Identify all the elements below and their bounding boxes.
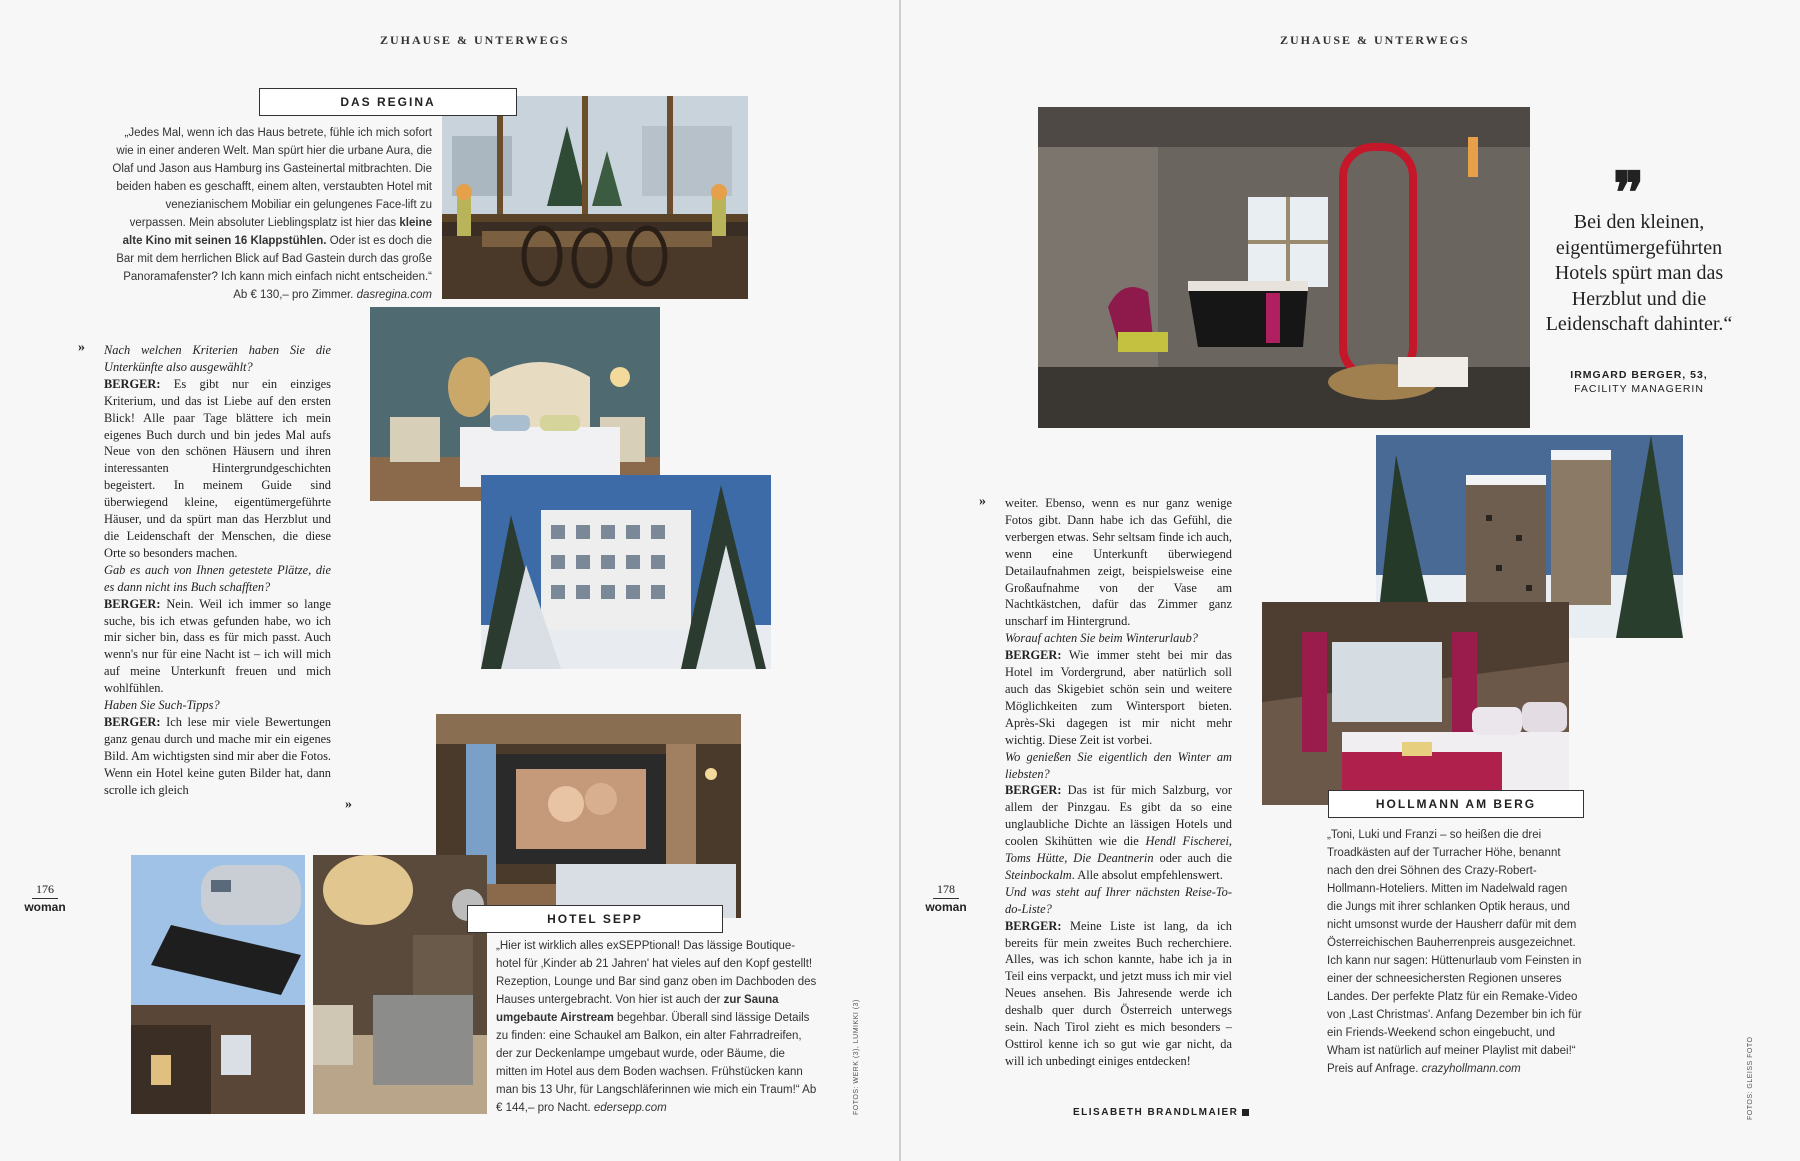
quote-role: FACILITY MANAGERIN	[1574, 383, 1704, 395]
regina-text-part: Oder ist es doch die Bar mit dem herrlichen Blick auf Bad Gastein durch das große Panoramafenster? Ich kann mich einfach nicht entscheiden.“ Ab € 130,– pro Zimmer.	[116, 235, 432, 301]
sepp-text-part: „Hier ist wirklich alles exSEPPtional! Das lässige Boutique-hotel für ‚Kinder ab 21 Jahren' hat vieles auf den Kopf gestellt! Rezeption, Lounge und Bar sind ganz oben im Dachboden des Hauses untergebracht. Von hier ist auch der	[496, 940, 817, 1006]
hollmann-bedroom-photo	[1262, 602, 1569, 805]
answer: Meine Liste ist lang, da ich bereits für mein zweites Buch recherchiere. Alles, was ich schon kannte, habe ich ja in Teil eins verpackt, und jetzt muss ich mir viel Neues ansehen. Bis Jahresende werde ich deshalb quer durch Österreich unterwegs sein. Nach Tirol zieht es mich besonders – Osttirol kenne ich so gut wie gar nicht, da will ich unbedingt einiges entdecken!	[1005, 918, 1232, 1068]
sepp-url: edersepp.com	[593, 1102, 667, 1114]
quote-name: IRMGARD BERGER, 53,	[1570, 369, 1708, 381]
section-header: ZUHAUSE & UNTERWEGS	[380, 33, 570, 47]
speaker: BERGER:	[104, 596, 161, 611]
question: Wo genießen Sie eigentlich den Winter am liebsten?	[1005, 749, 1232, 781]
left-page	[0, 0, 899, 1161]
right-page	[901, 0, 1800, 1161]
answer: Wie immer steht bei mir das Hotel im Vordergrund, aber natürlich soll auch das Skigebiet schön sein und weitere Möglichkeiten zum Wintersport bieten. Après-Ski dagegen ist mir nicht mehr wichtig. Diese Zeit ist vorbei.	[1005, 648, 1232, 747]
regina-text	[112, 124, 432, 304]
page-number: 178	[933, 882, 959, 899]
separator: oder auch die	[1153, 851, 1232, 866]
speaker: BERGER:	[1005, 648, 1062, 663]
section-header: ZUHAUSE & UNTERWEGS	[1280, 33, 1470, 47]
hollmann-label: HOLLMANN AM BERG	[1328, 790, 1584, 818]
regina-text-part: „Jedes Mal, wenn ich das Haus betrete, fühle ich mich sofort wie in einer anderen Welt. Man spürt hier die urbane Aura, die Olaf und Jason aus Hamburg ins Gasteinertal mitbrachten. Die beiden haben es geschafft, einem alten, verstaubten Hotel mit venezianischem Mobiliar ein gelungenes Face-lift zu verpassen. Mein absoluter Lieblingsplatz ist hier das	[112, 127, 432, 229]
answer: Das ist für mich Salzburg, vor allem der Pinzgau. Es gibt da so eine unglaubliche Dichte an lässigen Hotels und coolen Skihütten wie die	[1005, 783, 1232, 849]
sepp-text	[496, 937, 818, 1117]
hut-name: Steinbockalm	[1005, 867, 1072, 882]
hollmann-text-part: „Toni, Luki und Franzi – so heißen die drei Troadkästen auf der Turracher Höhe, benannt nach den drei Söhnen des Crazy-Robert-Hollmann-Hoteliers. Mitten im Nadelwald ragen die Jungs mit ihrer schlanken Optik heraus, und nicht umsonst wurde der Hausherr dafür mit dem Österreichischen Bauherrenpreis ausgezeichnet. Ich kann nur sagen: Hüttenurlaub vom Feinsten in einer der schneesichersten Regionen unseres Landes. Der perfekte Platz für ein Remake-Video von ‚Last Christmas'. Anfang Dezember bin ich für ein Friends-Weekend schon eingebucht, und Wham ist natürlich auf meiner Playlist mit dabei!“ Preis auf Anfrage.	[1327, 829, 1582, 1075]
hut-name: Toms Hütte	[1005, 851, 1065, 866]
question: Worauf achten Sie beim Winterurlaub?	[1005, 631, 1198, 646]
sepp-text-part: begehbar. Überall sind lässige Details zu finden: eine Schaukel am Balkon, ein alter Fahrradreifen, der zur Deckenlampe umgebaut wurde, oder Bäume, die mitten im Hotel aus dem Boden wachsen. Frühstücken kann man bis 13 Uhr, für Langschläferinnen wie mich ein Traum!“ Ab € 144,– pro Nacht.	[496, 1012, 817, 1114]
regina-exterior-photo	[481, 475, 771, 669]
hut-name: Die Deantnerin	[1073, 851, 1154, 866]
author-name: ELISABETH BRANDLMAIER	[1073, 1107, 1239, 1118]
end-mark-icon	[1242, 1109, 1249, 1116]
interview-column-right	[1005, 495, 1232, 1070]
speaker: BERGER:	[1005, 783, 1062, 798]
answer: Es gibt nur ein einziges Kriterium, und das ist Liebe auf den ersten Blick! Alle paar Tage blättere ich mein eigenes Buch durch und bin jedes Mal aufs Neue von den schönen Häusern und ihren interessanten Hintergrundgeschichten begeistert. In meinem Guide sind überwiegend kleine, eigentümergeführte Häuser, und da spürt man das Herzblut und die Leidenschaft der Menschen, die diese Orte so besonders machen.	[104, 376, 331, 560]
continue-guillemet-icon: »	[345, 797, 352, 812]
regina-bedroom-photo	[370, 307, 660, 501]
photo-credit: FOTOS: GLEISS FOTO	[1747, 1036, 1754, 1120]
hut-name: Hendl Fischerei	[1145, 834, 1229, 849]
regina-label: DAS REGINA	[259, 88, 517, 116]
regina-text-bold: kleine alte Kino mit seinen 16 Klappstühlen.	[122, 217, 432, 247]
separator: ,	[1064, 851, 1074, 866]
brand-logo: woman	[24, 900, 66, 914]
speaker: BERGER:	[1005, 918, 1062, 933]
regina-restaurant-photo	[442, 96, 748, 299]
brand-logo: woman	[925, 900, 967, 914]
question: Gab es auch von Ihnen getestete Plätze, die es dann nicht ins Buch schafften?	[104, 562, 331, 594]
answer: . Alle absolut empfehlenswert.	[1071, 867, 1223, 882]
hollmann-text	[1327, 826, 1583, 1078]
answer: Ich lese mir viele Bewertungen ganz genau durch und mache mir ein eigenes Bild. Am wichtigsten sind mir aber die Fotos. Wenn ein Hotel keine guten Bilder hat, dann scrolle ich gleich	[104, 714, 331, 797]
separator: ,	[1228, 834, 1232, 849]
page-folio	[923, 880, 969, 914]
guillemet-icon: »	[979, 494, 986, 509]
page-folio	[22, 880, 68, 914]
answer: Nein. Weil ich immer so lange suche, bis ich etwas gefunden habe, wo ich mir sicher bin, dass es für mich passt. Auch wenn's nur für eine Nacht ist – ich will mich auf meine Unterkunft freuen und mich wohlfühlen.	[104, 596, 331, 696]
answer: weiter. Ebenso, wenn es nur ganz wenige Fotos gibt. Dann habe ich das Gefühl, die verbergen etwas. Sehr seltsam finde ich auch, wenn eine Unterkunft überwiegend Detailaufnahmen zeigt, beispielsweise eine Großaufnahme von der Vase am Nachtkästchen, dafür das Zimmer ganz unscharf im Hintergrund.	[1005, 496, 1232, 629]
photo-credit: FOTOS: WERK (3), LUMIKKI (3)	[853, 999, 860, 1115]
question: Nach welchen Kriterien haben Sie die Unterkünfte also ausgewählt?	[104, 343, 331, 374]
question: Haben Sie Such-Tipps?	[104, 698, 220, 713]
sepp-lounge-photo	[313, 855, 487, 1114]
sepp-text-bold: zur Sauna umgebaute Airstream	[496, 994, 779, 1024]
question: Und was steht auf Ihrer nächsten Reise-To-do-Liste?	[1005, 884, 1232, 916]
page-number: 176	[32, 882, 58, 899]
author-byline	[1073, 1107, 1249, 1118]
sepp-airstream-photo	[131, 855, 305, 1114]
guillemet-icon: »	[78, 340, 85, 355]
speaker: BERGER:	[104, 376, 161, 391]
quote-mark-icon: ❞	[1613, 161, 1645, 226]
bathroom-photo	[1038, 107, 1530, 428]
quote-attribution	[1543, 368, 1735, 396]
sepp-label: HOTEL SEPP	[467, 905, 723, 933]
interview-column-left	[104, 342, 331, 798]
hollmann-url: crazyhollmann.com	[1421, 1063, 1521, 1075]
regina-url: dasregina.com	[356, 289, 432, 301]
speaker: BERGER:	[104, 714, 161, 729]
pull-quote: Bei den kleinen, eigentümergeführten Hotels spürt man das Herzblut und die Leidenschaft dahinter.“	[1545, 211, 1733, 335]
